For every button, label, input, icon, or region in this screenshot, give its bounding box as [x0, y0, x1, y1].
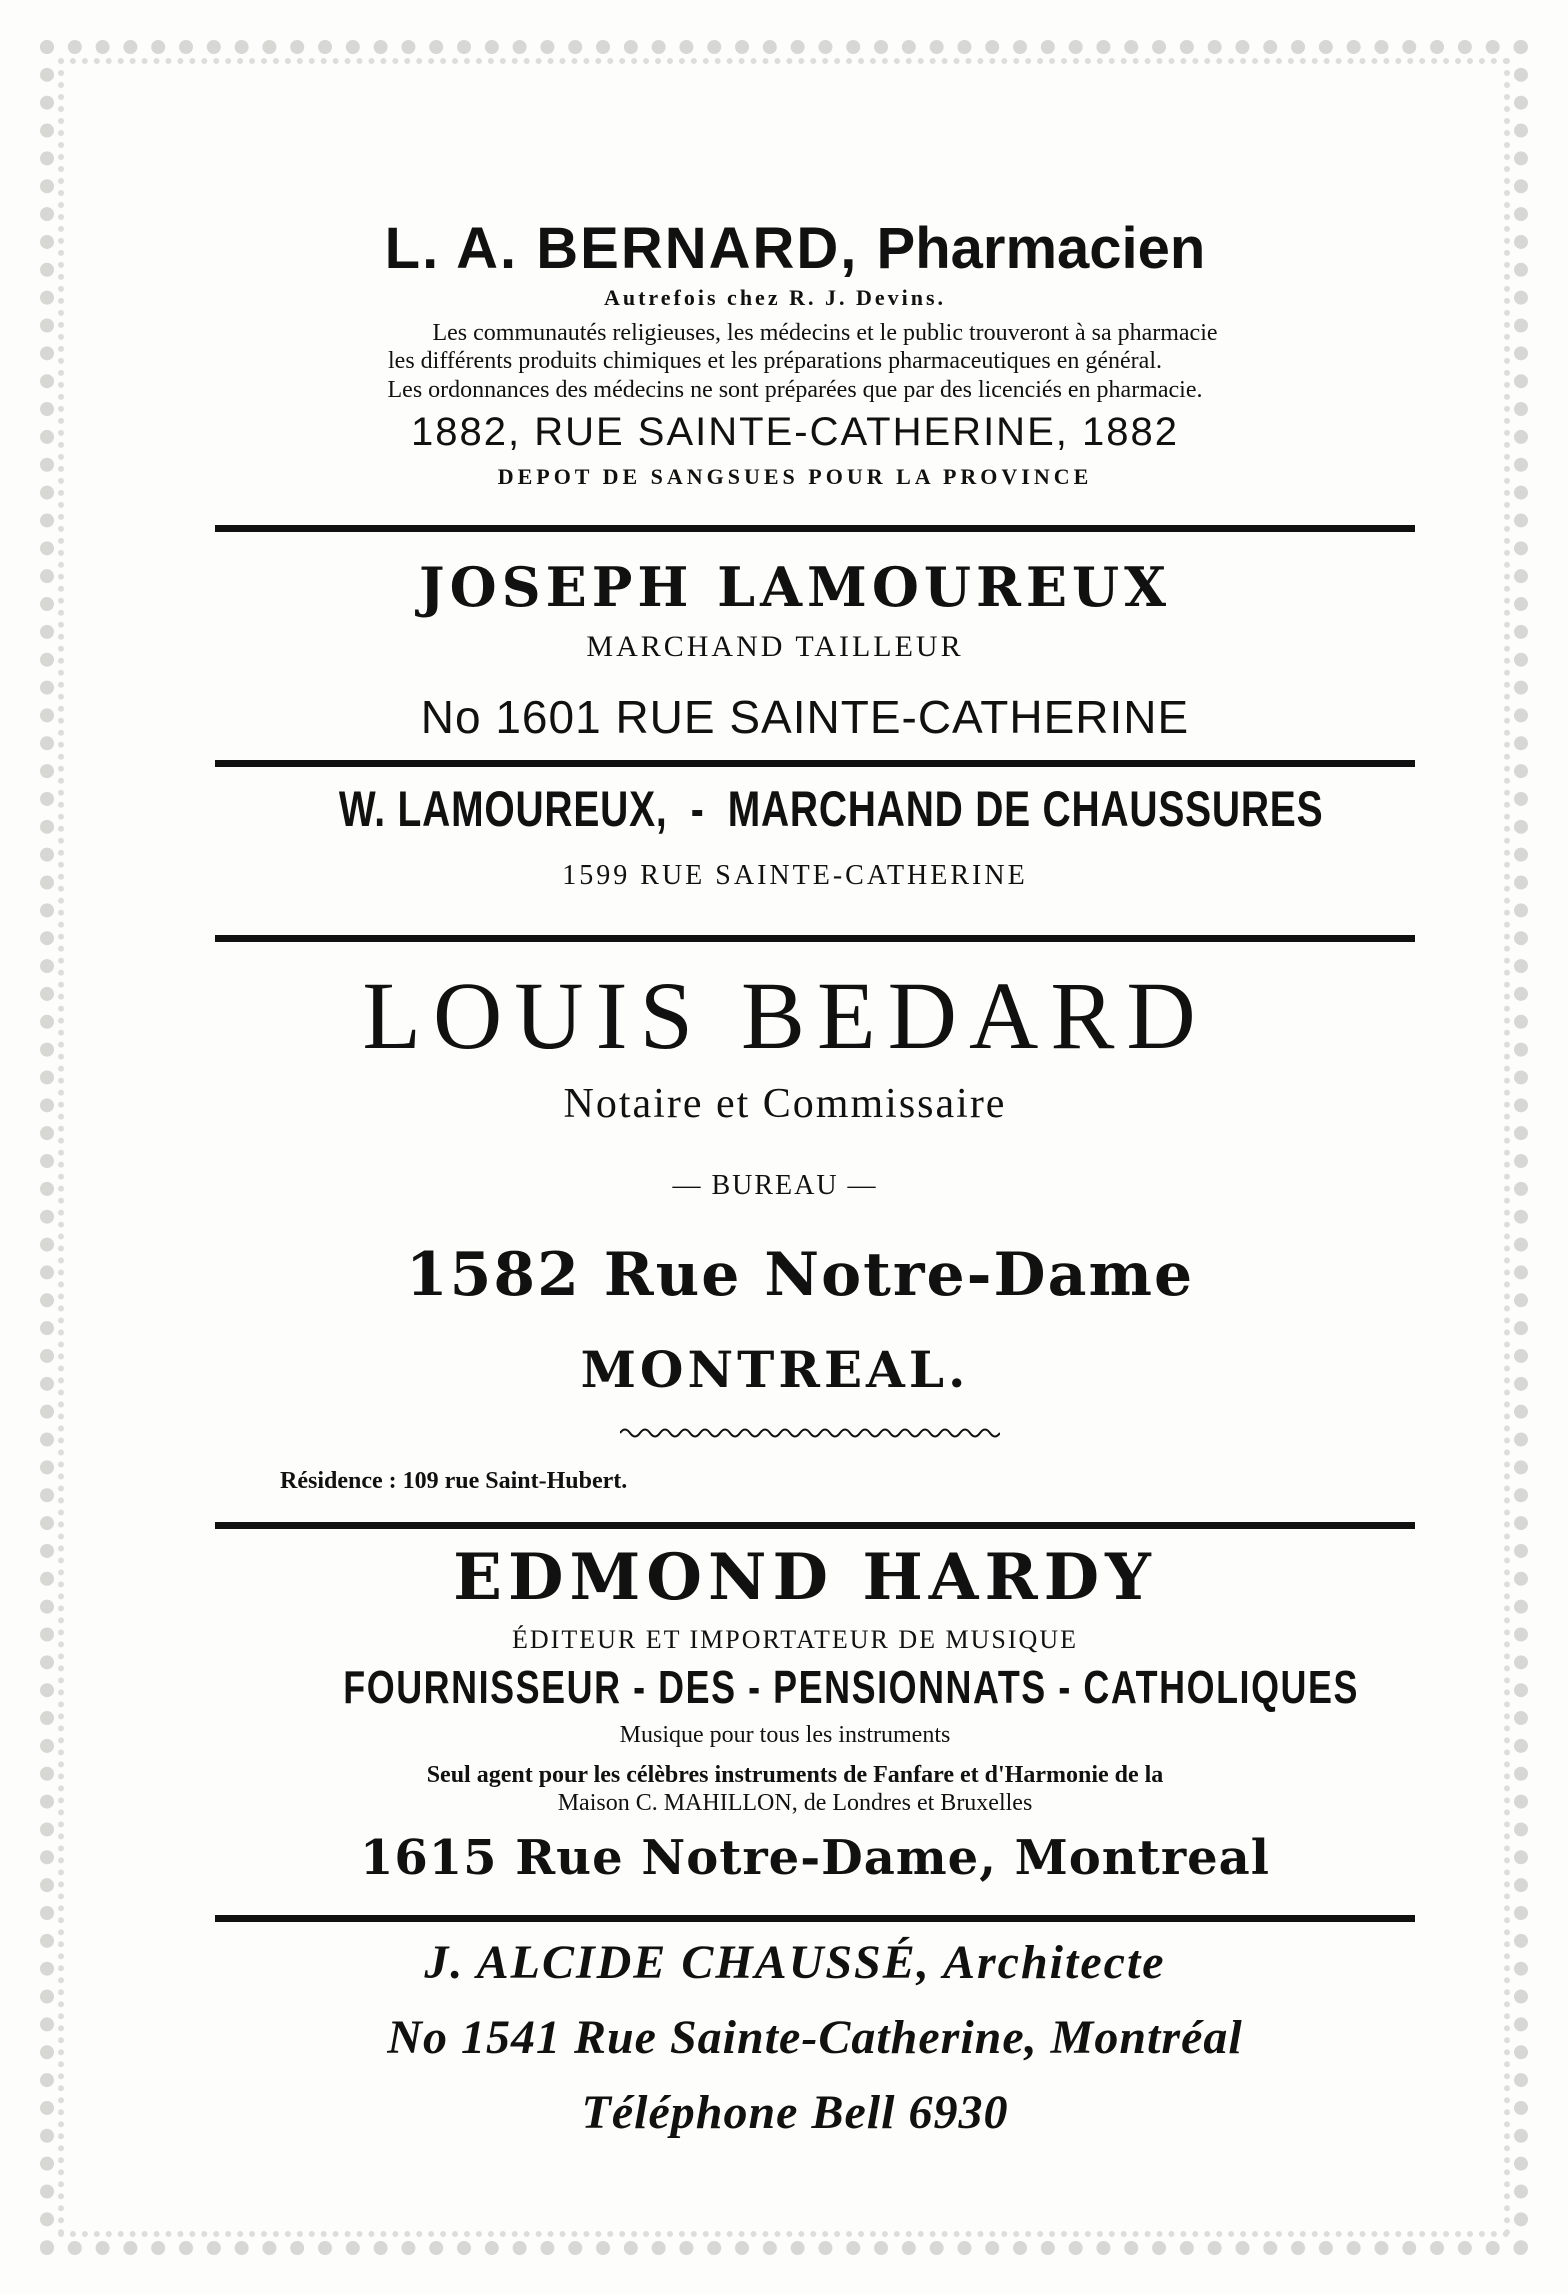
joseph-trade: MARCHAND TAILLEUR: [586, 630, 964, 663]
wlamoureux-line: W. LAMOUREUX, - MARCHAND DE CHAUSSURES: [338, 781, 1324, 837]
bernard-depot: DEPOT DE SANGSUES POUR LA PROVINCE: [497, 464, 1093, 489]
hardy-address: 1615 Rue Notre-Dame, Montreal: [359, 1830, 1270, 1886]
bedard-title: Notaire et Commissaire: [563, 1081, 1007, 1127]
chausse-phone: Téléphone Bell 6930: [581, 2086, 1009, 2139]
bernard-text-1: Les communautés religieuses, les médecins et le public trouveront à sa pharmacie: [432, 320, 1218, 346]
chausse-name: J. ALCIDE CHAUSSÉ, Architecte: [424, 1936, 1166, 1989]
hardy-supplier-wrap: [200, 1660, 1430, 1714]
bedard-bureau: — BUREAU —: [672, 1170, 878, 1201]
bernard-address: 1882, RUE SAINTE-CATHERINE, 1882: [411, 410, 1179, 454]
bernard-profession: Pharmacien: [876, 216, 1206, 281]
chausse-address: No 1541 Rue Sainte-Catherine, Montréal: [387, 2011, 1243, 2064]
bedard-name: LOUIS BEDARD: [362, 962, 1208, 1069]
wavy-ornament: [620, 1425, 1000, 1441]
hardy-name: EDMOND HARDY: [453, 1540, 1157, 1615]
bedard-residence: Résidence : 109 rue Saint-Hubert.: [280, 1468, 628, 1494]
joseph-address: No 1601 RUE SAINTE-CATHERINE: [420, 691, 1190, 743]
joseph-name: JOSEPH LAMOUREUX: [419, 555, 1171, 619]
hardy-agent-1: Seul agent pour les célèbres instruments de Fanfare et d'Harmonie de la: [426, 1762, 1164, 1788]
divider-1: [215, 525, 1415, 532]
hardy-supplier: FOURNISSEUR - DES - PENSIONNATS - CATHOLIQUES: [343, 1661, 1360, 1713]
hardy-trade: ÉDITEUR ET IMPORTATEUR DE MUSIQUE: [512, 1625, 1078, 1654]
divider-5: [215, 1915, 1415, 1922]
wlamoureux-line-wrap: [200, 780, 1430, 838]
bernard-heading: [180, 215, 1410, 282]
wlamoureux-address: 1599 RUE SAINTE-CATHERINE: [562, 860, 1028, 891]
hardy-music: Musique pour tous les instruments: [619, 1722, 951, 1748]
divider-4: [215, 1522, 1415, 1529]
bernard-text-2: les différents produits chimiques et les préparations pharmaceutiques en général.: [388, 348, 1162, 374]
bedard-address: 1582 Rue Notre-Dame: [405, 1240, 1195, 1310]
bernard-subtitle: Autrefois chez R. J. Devins.: [603, 285, 947, 310]
bernard-text-3: Les ordonnances des médecins ne sont préparées que par des licenciés en pharmacie.: [387, 377, 1203, 403]
hardy-agent-2: Maison C. MAHILLON, de Londres et Bruxelles: [557, 1790, 1033, 1816]
divider-3: [215, 935, 1415, 942]
bernard-name: L. A. BERNARD,: [384, 216, 859, 281]
advertisements: [200, 0, 1430, 2295]
bedard-city: MONTREAL.: [580, 1340, 970, 1399]
divider-2: [215, 760, 1415, 767]
